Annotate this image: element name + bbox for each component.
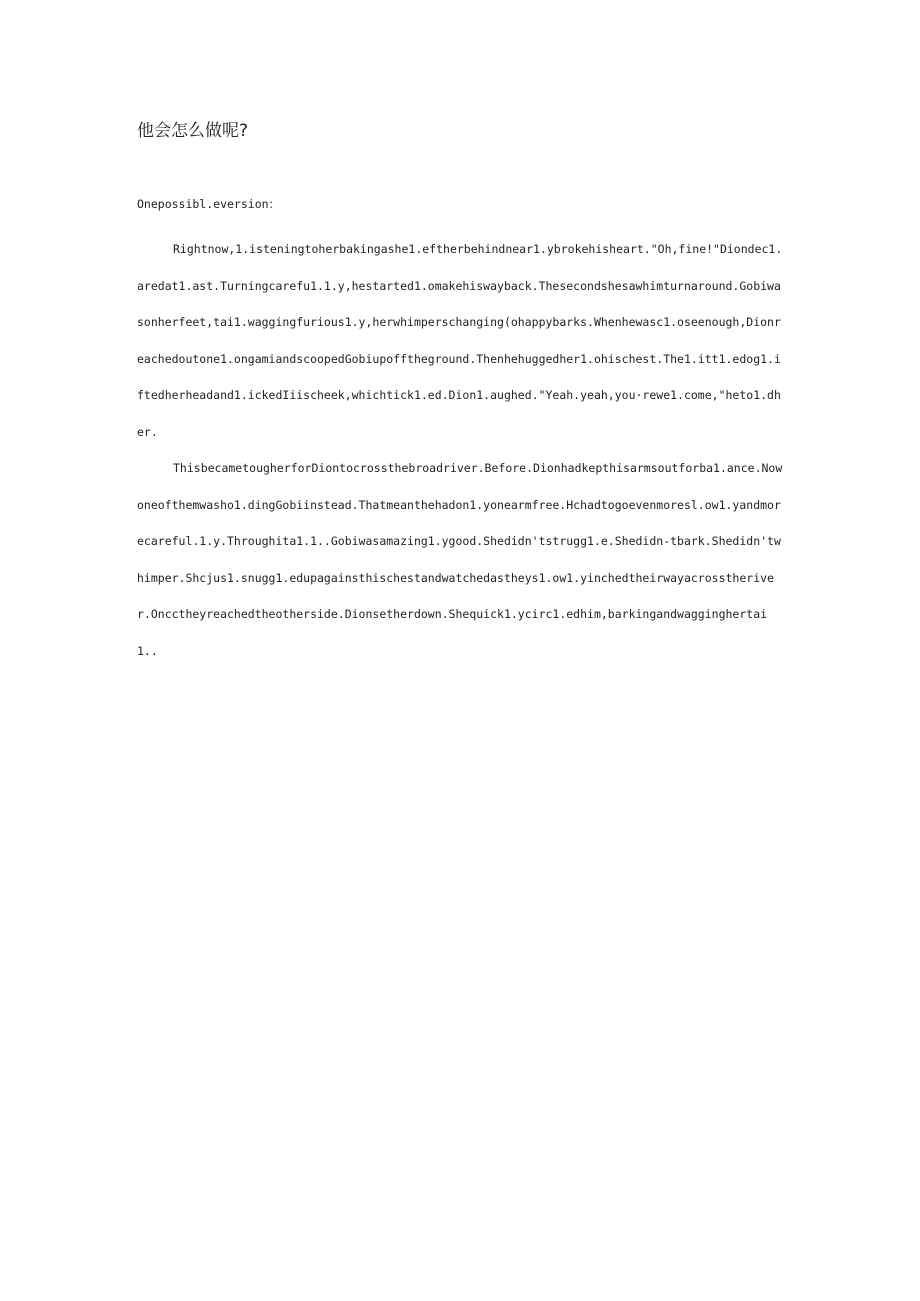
page-title: 他会怎么做呢?: [137, 121, 249, 141]
paragraph-2: ThisbecametougherforDiontocrossthebroadriver.Before.Dionhadkepthisarmsoutforba1.ance.Nowoneofthemwasho1.dingGobiinstead.Thatmeanthehadon1.yonearmfree.Hchadtogoevenmoresl.ow1.yandmorecareful.1.y.Throughita1.1..Gobiwasamazing1.ygood.Shedidn'tstrugg1.e.Shedidn-tbark.Shedidn'twhimper.Shcjus1.snugg1.edupagainsthischestandwatchedastheys1.ow1.yinchedtheirwayacrosstheriver.Oncctheyreachedtheotherside.Dionsetherdown.Shequick1.ycirc1.edhim,barkingandwagginghertai1..: [137, 461, 783, 658]
paragraph-1: Rightnow,1.isteningtoherbakingashe1.eftherbehindnear1.ybrokehisheart."Oh,fine!"Diondec1.aredat1.ast.Turningcarefu1.1.y,hestarted1.omakehiswayback.Thesecondshesawhimturnaround.Gobiwasonherfeet,tai1.waggingfurious1.y,herwhimperschanging(ohappybarks.Whenhewasc1.oseenough,Dionreachedoutone1.ongamiandscoopedGobiupofftheground.Thenhehuggedher1.ohischest.The1.itt1.edog1.iftedherheadand1.ickedIiischeek,whichtick1.ed.Dion1.aughed."Yeah.yeah,you·rewe1.come,"heto1.dher.: [137, 242, 783, 439]
version-label: Onepossibl.eversion：: [137, 197, 281, 211]
document-content: [137, 118, 787, 669]
